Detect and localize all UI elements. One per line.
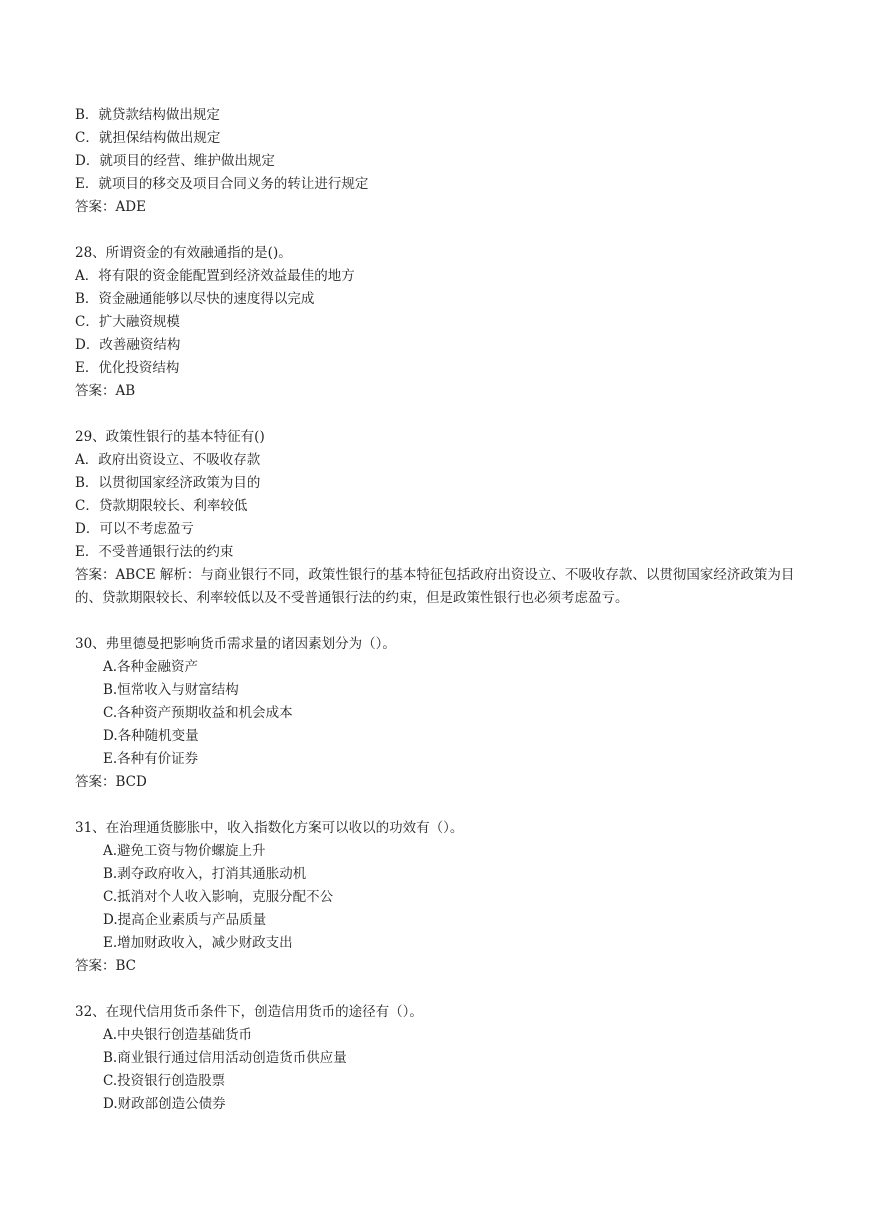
- spacer: [75, 403, 795, 426]
- spacer: [75, 794, 795, 817]
- option-b: B.恒常收入与财富结构: [103, 682, 239, 698]
- answer: 答案：AB: [75, 383, 136, 399]
- option-a: A.避免工资与物价螺旋上升: [103, 843, 266, 859]
- question-text: 32、在现代信用货币条件下，创造信用货币的途径有（）。: [75, 1004, 423, 1020]
- option-e: E.增加财政收入，减少财政支出: [103, 935, 293, 951]
- spacer: [75, 978, 795, 1001]
- spacer: [75, 610, 795, 633]
- answer: 答案：BC: [75, 958, 137, 974]
- option-b: B．以贯彻国家经济政策为目的: [75, 475, 261, 491]
- document-page: [75, 104, 795, 1116]
- option-c: C.各种资产预期收益和机会成本: [103, 705, 293, 721]
- option-d: D．可以不考虑盈亏: [75, 521, 194, 537]
- option-b: B．资金融通能够以尽快的速度得以完成: [75, 291, 315, 307]
- option-d: D.各种随机变量: [103, 728, 199, 744]
- answer: 答案：BCD: [75, 774, 147, 790]
- option-a: A．将有限的资金能配置到经济效益最佳的地方: [75, 268, 355, 284]
- option-d: D.提高企业素质与产品质量: [103, 912, 267, 928]
- question-text: 28、所谓资金的有效融通指的是()。: [75, 245, 292, 261]
- option-d: D．改善融资结构: [75, 337, 181, 353]
- option-c: C．贷款期限较长、利率较低: [75, 498, 248, 514]
- answer-with-explanation: 答案：ABCE 解析：与商业银行不同，政策性银行的基本特征包括政府出资设立、不吸收存款、以贯彻国家经济政策为目的、贷款期限较长、利率较低以及不受普通银行法的约束，但是政策性银行也必须考虑盈亏。: [75, 567, 795, 606]
- option-b: B．就贷款结构做出规定: [75, 107, 220, 123]
- question-text: 31、在治理通货膨胀中，收入指数化方案可以收以的功效有（）。: [75, 820, 464, 836]
- option-c: C.投资银行创造股票: [103, 1073, 226, 1089]
- option-a: A.中央银行创造基础货币: [103, 1027, 253, 1043]
- option-d: D．就项目的经营、维护做出规定: [75, 153, 275, 169]
- option-e: E．不受普通银行法的约束: [75, 544, 234, 560]
- question-text: 30、弗里德曼把影响货币需求量的诸因素划分为（）。: [75, 636, 396, 652]
- question-29: [75, 426, 795, 610]
- question-28: [75, 242, 795, 403]
- question-32: [75, 1001, 795, 1116]
- spacer: [75, 219, 795, 242]
- option-b: B.剥夺政府收入，打消其通胀动机: [103, 866, 307, 882]
- option-c: C.抵消对个人收入影响，克服分配不公: [103, 889, 334, 905]
- question-text: 29、政策性银行的基本特征有(): [75, 429, 265, 445]
- option-a: A.各种金融资产: [103, 659, 199, 675]
- question-27: [75, 104, 795, 219]
- option-b: B.商业银行通过信用活动创造货币供应量: [103, 1050, 347, 1066]
- option-e: E.各种有价证券: [103, 751, 199, 767]
- option-a: A．政府出资设立、不吸收存款: [75, 452, 261, 468]
- answer: 答案：ADE: [75, 199, 146, 215]
- option-c: C．扩大融资规模: [75, 314, 180, 330]
- option-c: C．就担保结构做出规定: [75, 130, 221, 146]
- option-e: E．优化投资结构: [75, 360, 180, 376]
- question-31: [75, 817, 795, 978]
- option-d: D.财政部创造公债券: [103, 1096, 226, 1112]
- option-e: E．就项目的移交及项目合同义务的转让进行规定: [75, 176, 369, 192]
- question-30: [75, 633, 795, 794]
